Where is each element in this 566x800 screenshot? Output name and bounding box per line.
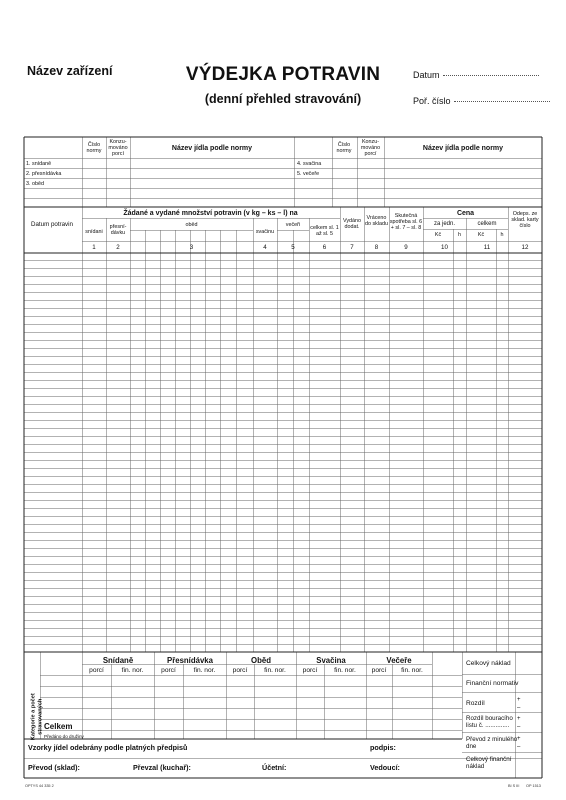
dinner-fin-norm: fin. nor.	[401, 667, 423, 674]
afternoon-snack-portions: porcí	[302, 667, 318, 674]
page-subtitle: (denní přehled stravování)	[204, 92, 362, 106]
meal-snack-header: Přesnídávka	[167, 656, 213, 665]
norm-number-header-left: Číslo normy	[86, 142, 102, 155]
col-number: 1	[92, 244, 96, 251]
dish-name-header-left: Název jídla podle normy	[171, 145, 253, 152]
norm-number-header-right: Číslo normy	[336, 142, 352, 155]
snack-fin-norm: fin. nor.	[193, 667, 216, 674]
unit-price-kc: Kč	[434, 232, 442, 238]
lunch-fin-norm: fin. nor.	[264, 667, 286, 674]
total-price-h: h	[500, 232, 504, 238]
difference-minus: –	[517, 705, 521, 711]
manager-label: Vedoucí:	[370, 763, 400, 772]
col-issued-header: Vydáno dodat.	[342, 218, 362, 231]
handed-to-club-label: Předáno do družiny	[44, 734, 84, 739]
total-price-kc: Kč	[477, 232, 485, 238]
afternoon-snack-fin-norm: fin. nor.	[334, 667, 356, 674]
col-lunch-header: oběd	[185, 222, 198, 228]
meal-label-dinner: 5. večeře	[297, 171, 320, 177]
meal-label-afternoon-snack: 4. svačina	[297, 161, 322, 167]
breakdown-plus: +	[517, 716, 521, 722]
consumed-portions-header-left: Konzu-mováno porcí	[108, 139, 128, 158]
col-number: 5	[291, 244, 295, 251]
meal-lunch-header: Oběd	[251, 656, 271, 665]
form-code-right-1: BI S III	[508, 784, 520, 788]
col-number: 10	[441, 244, 448, 251]
form-code-left: OPTYS 44 335 2	[25, 784, 54, 788]
requested-quantities-header: Žádané a vydané množství potravin (v kg – ks – l) na	[123, 210, 298, 217]
col-number: 8	[374, 244, 379, 251]
col-total-1-5-header: celkem sl. 1 až sl. 5	[310, 225, 339, 238]
warehouse-transfer-label: Převod (sklad):	[28, 763, 80, 772]
snack-portions: porcí	[161, 667, 176, 674]
unit-price-h: h	[458, 232, 461, 238]
breakfast-portions: porcí	[89, 667, 104, 674]
date-label: Datum	[413, 70, 440, 80]
total-cost-label: Celkový náklad	[466, 660, 511, 667]
col-returned-header: Vráceno do skladu	[364, 215, 389, 228]
dinner-portions: porcí	[371, 667, 387, 674]
samples-note: Vzorky jídel odebrány podle platných předpisů	[28, 743, 188, 752]
breakdown-difference-label: Rozdíl bouracího listu č. ..............	[466, 715, 513, 730]
total-label: Celkem	[44, 722, 73, 731]
page-title: VÝDEJKA POTRAVIN	[185, 64, 381, 85]
col-number: 3	[189, 244, 194, 251]
facility-name-label: Název zařízení	[27, 64, 113, 78]
col-actual-consumption-header: Skutečná spotřeba sl. 6 + sl. 7 – sl. 8	[389, 213, 423, 232]
col-number: 9	[404, 244, 408, 251]
category-side-label: Kategorie a počet stravovaných	[30, 693, 43, 741]
cook-received-label: Převzal (kuchař):	[133, 763, 191, 772]
col-number: 4	[263, 244, 267, 251]
meal-label-breakfast: 1. snídaně	[26, 161, 52, 167]
col-afternoon-snack-header: svačinu	[255, 229, 275, 235]
total-financial-cost-label: Celkový finanční náklad	[466, 756, 512, 771]
meal-afternoon-snack-header: Svačina	[316, 656, 346, 665]
transfer-plus: +	[517, 736, 521, 742]
transfer-minus: –	[517, 744, 521, 750]
col-number: 11	[483, 244, 491, 251]
col-number: 6	[322, 244, 327, 251]
col-stock-card-header: Odeps. ze sklad. karty číslo	[511, 211, 539, 230]
meal-breakfast-header: Snídaně	[102, 656, 134, 665]
number-label: Poř. číslo	[413, 96, 451, 106]
meal-dinner-header: Večeře	[386, 656, 412, 665]
dish-name-header-right: Název jídla podle normy	[422, 145, 504, 152]
breakdown-minus: –	[517, 724, 521, 730]
transfer-previous-day-label: Převod z minulého dne	[466, 736, 518, 751]
breakfast-fin-norm: fin. nor.	[121, 667, 144, 674]
difference-label: Rozdíl	[466, 700, 485, 707]
col-snack-header: přesní-dávku	[109, 224, 127, 237]
col-price-header: Cena	[456, 210, 475, 217]
food-date-header: Datum potravin	[31, 221, 73, 228]
meal-label-lunch: 3. oběd	[26, 181, 44, 187]
col-number: 7	[350, 244, 354, 251]
lunch-portions: porcí	[232, 667, 248, 674]
col-number: 12	[521, 244, 529, 251]
financial-norm-label: Finanční normativ	[466, 680, 519, 687]
col-unit-price-header: za jedn.	[433, 221, 455, 227]
col-dinner-header: večeři	[285, 222, 301, 228]
meal-label-snack: 2. přesnídávka	[26, 171, 62, 177]
form-code-right-2: OP 1513	[526, 784, 541, 788]
accountant-label: Účetní:	[262, 763, 287, 772]
difference-plus: +	[517, 697, 521, 703]
signature-label: podpis:	[370, 743, 396, 752]
col-breakfast-header: snídani	[85, 229, 103, 235]
col-total-price-header: celkem	[477, 221, 497, 227]
col-number: 2	[116, 244, 120, 251]
consumed-portions-header-right: Konzu-mováno porcí	[360, 139, 381, 158]
